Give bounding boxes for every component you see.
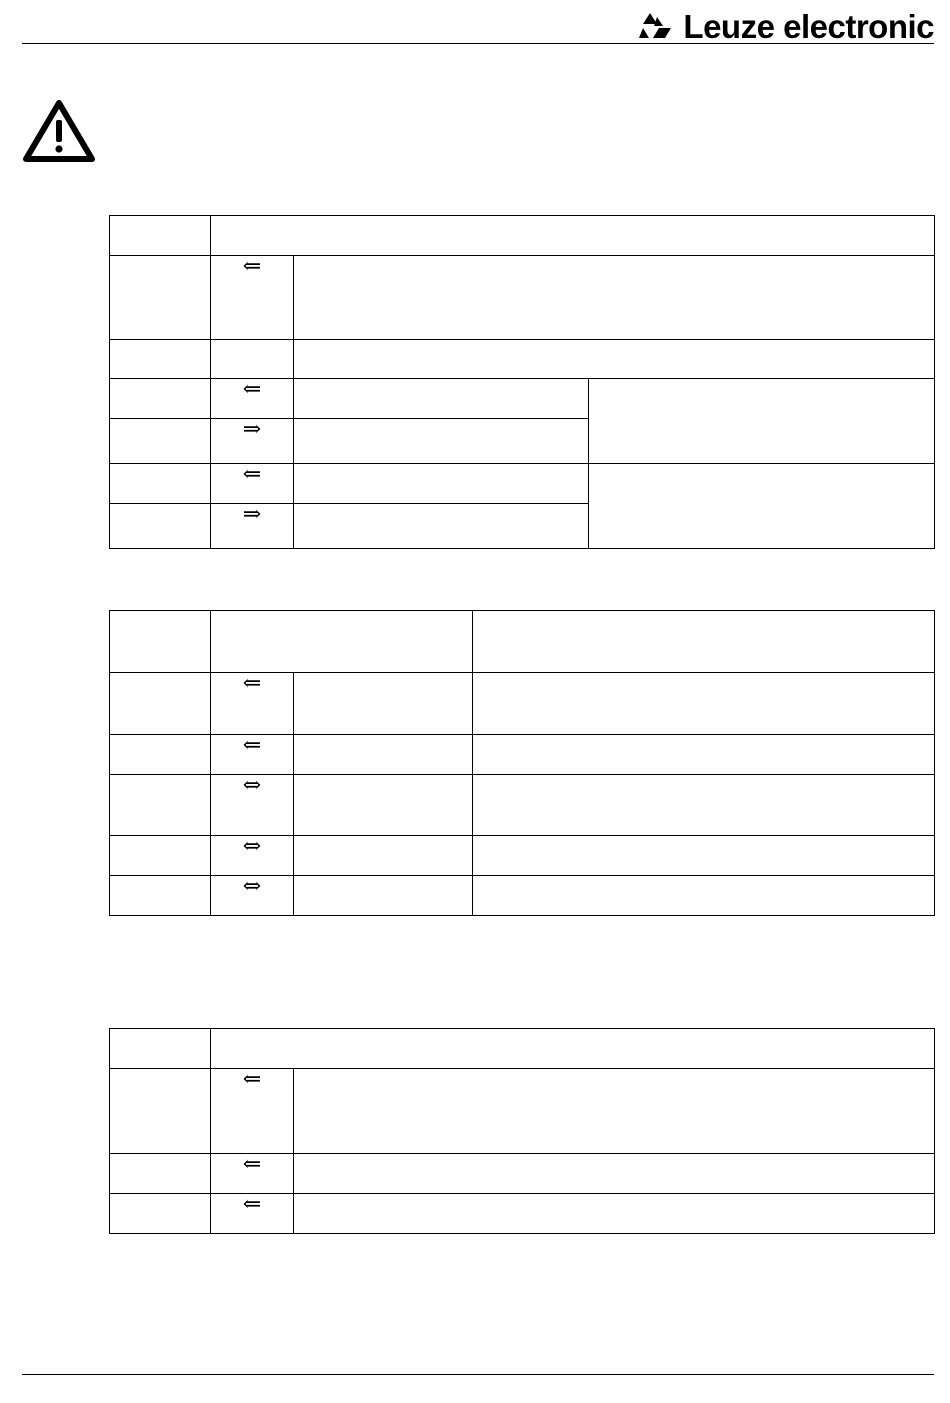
table-cell — [473, 876, 935, 916]
table-row — [110, 611, 935, 673]
arrow-both-icon: ⇔ — [211, 836, 294, 876]
table-cell — [294, 836, 473, 876]
arrow-left-icon: ⇐ — [211, 379, 294, 419]
table-cell — [473, 775, 935, 836]
table-cell — [473, 836, 935, 876]
table-cell — [294, 673, 473, 735]
table-cell — [110, 735, 211, 775]
table-cell — [589, 464, 935, 549]
arrow-left-icon: ⇐ — [211, 735, 294, 775]
table-cell — [110, 1069, 211, 1154]
table-cell — [294, 340, 935, 379]
header-rule — [22, 43, 934, 44]
table-row — [110, 876, 935, 916]
table-row — [110, 775, 935, 836]
table-cell — [294, 419, 589, 464]
table-cell — [110, 504, 211, 549]
table-cell — [110, 1029, 211, 1069]
table-cell — [294, 504, 589, 549]
table-cell — [110, 464, 211, 504]
arrow-left-icon: ⇐ — [211, 256, 294, 340]
arrow-both-icon: ⇔ — [211, 876, 294, 916]
table-cell — [110, 340, 211, 379]
table-row — [110, 1154, 935, 1194]
table-row — [110, 1194, 935, 1234]
table-cell — [110, 775, 211, 836]
table-cell — [294, 1154, 935, 1194]
table-row — [110, 1029, 935, 1069]
signal-table-1 — [109, 215, 935, 549]
table-cell — [110, 673, 211, 735]
arrow-right-icon: ⇒ — [211, 504, 294, 549]
table-row — [110, 735, 935, 775]
arrow-left-icon: ⇐ — [211, 464, 294, 504]
brand-name: Leuze electronic — [683, 7, 934, 45]
table-cell — [211, 340, 294, 379]
table-cell — [294, 379, 589, 419]
table-cell — [211, 216, 935, 256]
table-cell — [110, 419, 211, 464]
table-row — [110, 216, 935, 256]
leuze-logo-icon — [637, 11, 673, 41]
table-cell — [110, 836, 211, 876]
signal-table-2 — [109, 610, 935, 916]
table-cell — [110, 256, 211, 340]
table-cell — [473, 611, 935, 673]
table-cell — [110, 1154, 211, 1194]
table-cell — [211, 1029, 935, 1069]
signal-table-3 — [109, 1028, 935, 1234]
arrow-left-icon: ⇐ — [211, 1069, 294, 1154]
table-row — [110, 379, 935, 419]
table-row — [110, 464, 935, 504]
table-cell — [110, 379, 211, 419]
table-cell — [473, 673, 935, 735]
table-cell — [473, 735, 935, 775]
table-cell — [294, 876, 473, 916]
brand-logo — [637, 6, 934, 46]
table-cell — [110, 1194, 211, 1234]
table-row — [110, 836, 935, 876]
warning-triangle-icon — [22, 98, 96, 164]
arrow-left-icon: ⇐ — [211, 1194, 294, 1234]
arrow-both-icon: ⇔ — [211, 775, 294, 836]
footer-rule — [22, 1374, 934, 1375]
table-cell — [110, 611, 211, 673]
table-cell — [110, 876, 211, 916]
table-cell — [294, 1069, 935, 1154]
table-row — [110, 340, 935, 379]
table-cell — [110, 216, 211, 256]
table-row — [110, 673, 935, 735]
table-row — [110, 1069, 935, 1154]
table-cell — [294, 464, 589, 504]
table-cell — [294, 775, 473, 836]
table-cell — [294, 1194, 935, 1234]
table-cell — [294, 735, 473, 775]
table-cell — [294, 256, 935, 340]
table-cell — [211, 611, 473, 673]
arrow-right-icon: ⇒ — [211, 419, 294, 464]
table-cell — [589, 379, 935, 464]
arrow-left-icon: ⇐ — [211, 673, 294, 735]
table-row — [110, 256, 935, 340]
arrow-left-icon: ⇐ — [211, 1154, 294, 1194]
